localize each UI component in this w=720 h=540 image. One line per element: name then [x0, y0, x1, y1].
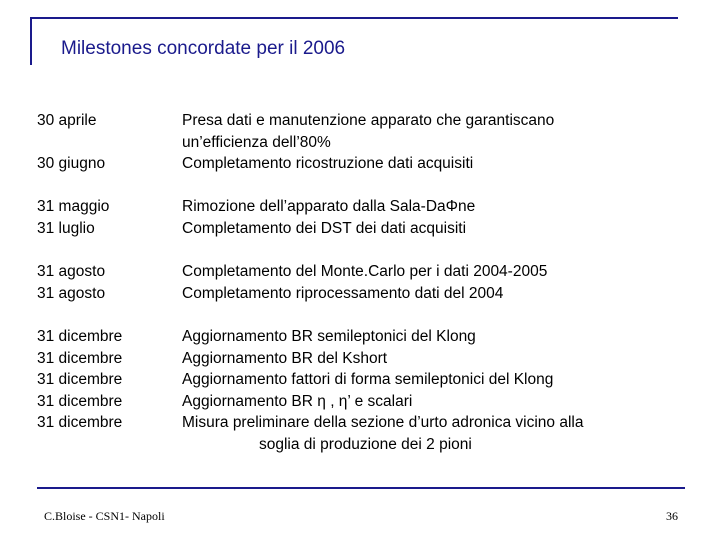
milestone-text: Completamento ricostruzione dati acquisiti: [182, 155, 474, 172]
date-label: 31 dicembre: [37, 371, 123, 388]
date-label: 31 maggio: [37, 198, 110, 215]
slide-title: Milestones concordate per il 2006: [61, 38, 346, 59]
footer-line: [37, 487, 685, 489]
milestone-text: soglia di produzione dei 2 pioni: [259, 435, 472, 453]
page-number: 36: [666, 509, 678, 523]
milestone-text: Rimozione dell’apparato dalla Sala-DaΦne: [182, 198, 476, 215]
date-label: 30 giugno: [37, 155, 106, 172]
footer-author: C.Bloise - CSN1- Napoli: [44, 509, 165, 523]
date-label: 31 dicembre: [37, 392, 123, 410]
milestone-text: Aggiornamento fattori di forma semileptonici del Klong: [182, 371, 554, 388]
date-group-4: [37, 326, 122, 434]
date-label: 30 aprile: [37, 112, 97, 129]
milestone-text: Completamento del Monte.Carlo per i dati 2004-2005: [182, 263, 548, 280]
date-label: 31 dicembre: [37, 414, 123, 431]
milestone-text: Presa dati e manutenzione apparato che garantiscano: [182, 112, 555, 129]
milestone-text: Misura preliminare della sezione d’urto adronica vicino alla: [182, 414, 584, 431]
date-group-2: [37, 196, 109, 239]
milestone-text: Aggiornamento BR del Kshort: [182, 349, 388, 367]
date-label: 31 luglio: [37, 219, 95, 237]
milestone-text: Completamento riprocessamento dati del 2004: [182, 284, 504, 302]
milestone-group-4: [182, 326, 583, 455]
frame-left-line: [30, 17, 32, 65]
milestone-text: Aggiornamento BR semileptonici del Klong: [182, 328, 476, 345]
date-group-3: [37, 261, 105, 304]
date-label: [37, 132, 105, 154]
date-label: 31 dicembre: [37, 349, 123, 367]
milestone-group-3: [182, 261, 547, 304]
milestone-group-2: [182, 196, 475, 239]
milestone-text: Completamento dei DST dei dati acquisiti: [182, 219, 467, 237]
frame-top-line: [30, 17, 678, 19]
milestone-text: un’efficienza dell’80%: [182, 133, 331, 151]
date-group-1: [37, 110, 105, 175]
milestone-group-1: [182, 110, 554, 175]
date-label: 31 agosto: [37, 263, 106, 280]
date-label: 31 agosto: [37, 284, 106, 302]
milestone-text: Aggiornamento BR η , η’ e scalari: [182, 392, 413, 410]
date-label: 31 dicembre: [37, 328, 123, 345]
